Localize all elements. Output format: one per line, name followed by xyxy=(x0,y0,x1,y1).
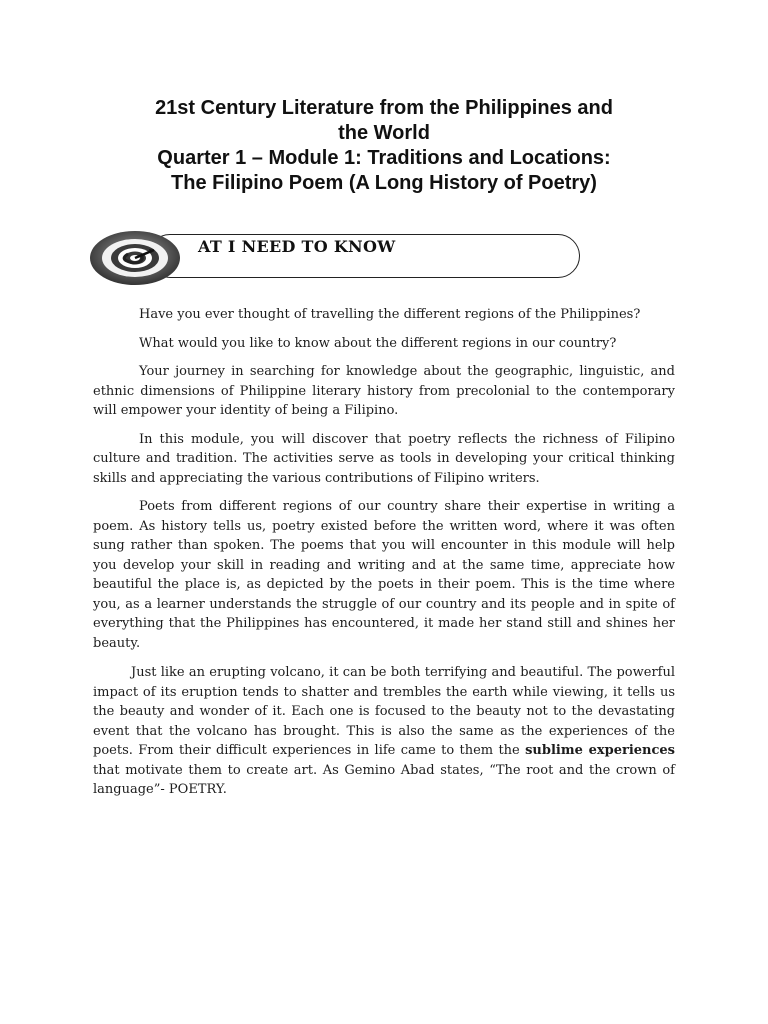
title-line-1: 21st Century Literature from the Philippines and xyxy=(155,97,613,119)
title-line-2: the World xyxy=(338,122,430,144)
module-title xyxy=(60,96,708,196)
section-header xyxy=(88,228,498,290)
paragraph-5: Poets from different regions of our country share their expertise in writing a poem. As history tells us, poetry existed before the written word, where it was often sung rather than spoken. The poems that you will encounter in this module will help you develop your skill in reading and writing and at the same time, appreciate how beautiful the place is, as depicted by the poets in their poem. This is the time where you, as a learner understands the struggle of our country and its people and in spite of everything that the Philippines has encountered, it made her stand still and shines her beauty. xyxy=(93,499,675,651)
target-icon xyxy=(88,228,184,286)
section-label: AT I NEED TO KNOW xyxy=(198,237,396,256)
paragraph-2: What would you like to know about the different regions in our country? xyxy=(139,335,617,351)
paragraph-3: Your journey in searching for knowledge about the geographic, linguistic, and ethnic dimensions of Philippine literary history from precolonial to the contemporary will empower your identity of being a Filipino. xyxy=(93,364,675,418)
paragraph-6-text-start: Just like an erupting volcano, it can be both terrifying and beautiful. The powerful impact of its eruption tends to shatter and trembles the earth while viewing, it tells us the beauty and wonder of it. Each one is focused to the beauty not to the devastating event that the volcano has brought. This is also the same as the experiences of the poets. From their difficult experiences in life came to them the xyxy=(93,665,675,758)
paragraph-1: Have you ever thought of travelling the different regions of the Philippines? xyxy=(139,307,641,322)
paragraph-4: In this module, you will discover that poetry reflects the richness of Filipino culture and tradition. The activities serve as tools in developing your critical thinking skills and appreciating the various contributions of Filipino writers. xyxy=(93,431,675,486)
body-text xyxy=(93,305,675,809)
paragraph-6 xyxy=(93,663,675,800)
title-line-3: Quarter 1 – Module 1: Traditions and Locations: xyxy=(157,147,611,169)
paragraph-6-text-end: that motivate them to create art. As Gemino Abad states, “The root and the crown of language”- POETRY. xyxy=(93,762,675,797)
paragraph-6-emphasis: sublime experiences xyxy=(525,743,675,758)
title-line-4: The Filipino Poem (A Long History of Poetry) xyxy=(171,172,597,194)
